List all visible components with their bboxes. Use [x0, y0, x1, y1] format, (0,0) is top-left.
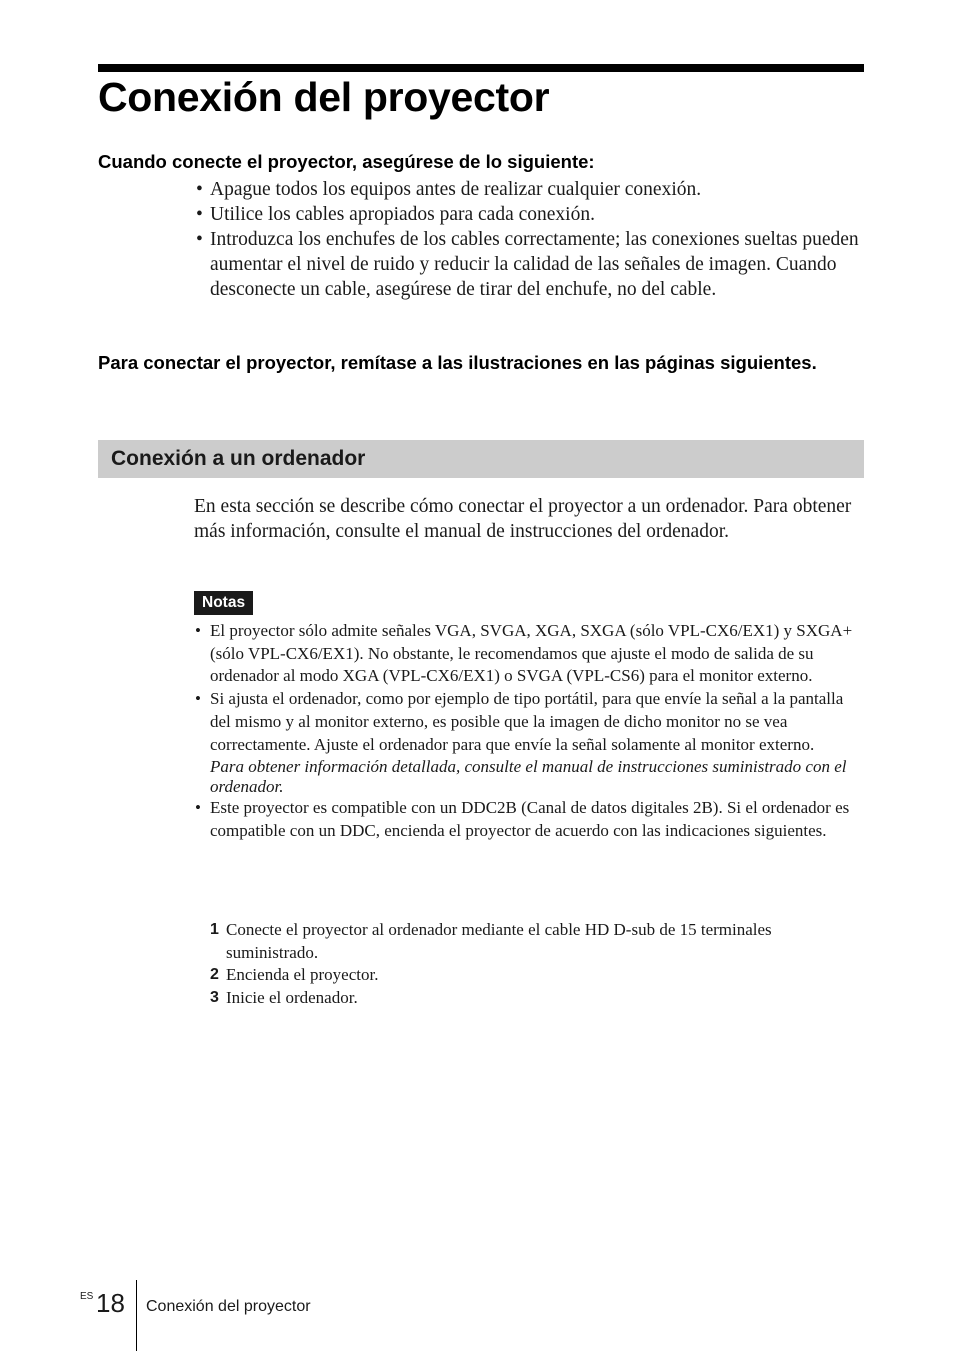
precautions-list — [194, 177, 866, 302]
note-item: • El proyector sólo admite señales VGA, SVGA, XGA, SXGA (sólo VPL-CX6/EX1) y SXGA+ (sólo VPL-CX6/EX1). No obstante, le recomendamos que ajuste el modo de salida de su ordenador al modo XGA (VPL-CX6/EX1) o SVGA (VPL-CS6) para el monitor externo. — [194, 620, 866, 688]
title-rule — [98, 64, 864, 72]
list-item: • Utilice los cables apropiados para cada conexión. — [194, 202, 866, 227]
section-header — [98, 440, 864, 478]
list-item: • Introduzca los enchufes de los cables correctamente; las conexiones sueltas pueden aumentar el nivel de ruido y reducir la calidad de las señales de imagen. Cuando desconecte un cable, asegúrese de tirar del enchufe, no del cable. — [194, 227, 866, 302]
page-number: 18 — [96, 1288, 125, 1318]
step-number: 1 — [210, 921, 219, 938]
note-item — [194, 688, 866, 797]
illustrations-reference: Para conectar el proyector, remítase a las ilustraciones en las páginas siguientes. — [98, 352, 817, 373]
note-reference: Para obtener información detallada, consulte el manual de instrucciones suministrado con el ordenador. — [210, 757, 847, 796]
step-item — [210, 987, 862, 1010]
list-item: • Apague todos los equipos antes de realizar cualquier conexión. — [194, 177, 866, 202]
precautions-heading: Cuando conecte el proyector, asegúrese de lo siguiente: — [98, 151, 595, 172]
note-item: • Este proyector es compatible con un DDC2B (Canal de datos digitales 2B). Si el ordenador es compatible con un DDC, encienda el proyector de acuerdo con las indicaciones siguientes. — [194, 797, 866, 842]
note-text: • Si ajusta el ordenador, como por ejemplo de tipo portátil, para que envíe la señal a la pantalla del mismo y al monitor externo, es posible que la imagen de dicho monitor no se vea correctamente. Ajuste el ordenador para que envíe la señal solamente al monitor externo. — [210, 689, 844, 754]
step-text: Inicie el ordenador. — [226, 988, 358, 1008]
step-number: 2 — [210, 966, 219, 984]
page-title: Conexión del proyector — [98, 74, 550, 120]
step-text: Encienda el proyector. — [226, 965, 379, 985]
notes-badge: Notas — [194, 591, 253, 615]
steps-list — [210, 919, 862, 1010]
step-item — [210, 919, 862, 964]
section-title: Conexión a un ordenador — [111, 447, 366, 470]
notes-list — [194, 620, 866, 843]
step-item — [210, 964, 862, 987]
footer-divider — [136, 1280, 137, 1351]
section-intro: En esta sección se describe cómo conectar el proyector a un ordenador. Para obtener más información, consulte el manual de instrucciones del ordenador. — [194, 496, 852, 542]
step-number: 3 — [210, 989, 219, 1007]
step-text: Conecte el proyector al ordenador mediante el cable HD D-sub de 15 terminales suministrado. — [226, 920, 772, 962]
footer-section-name: Conexión del proyector — [146, 1298, 311, 1315]
footer-language-code: ES — [80, 1291, 94, 1302]
